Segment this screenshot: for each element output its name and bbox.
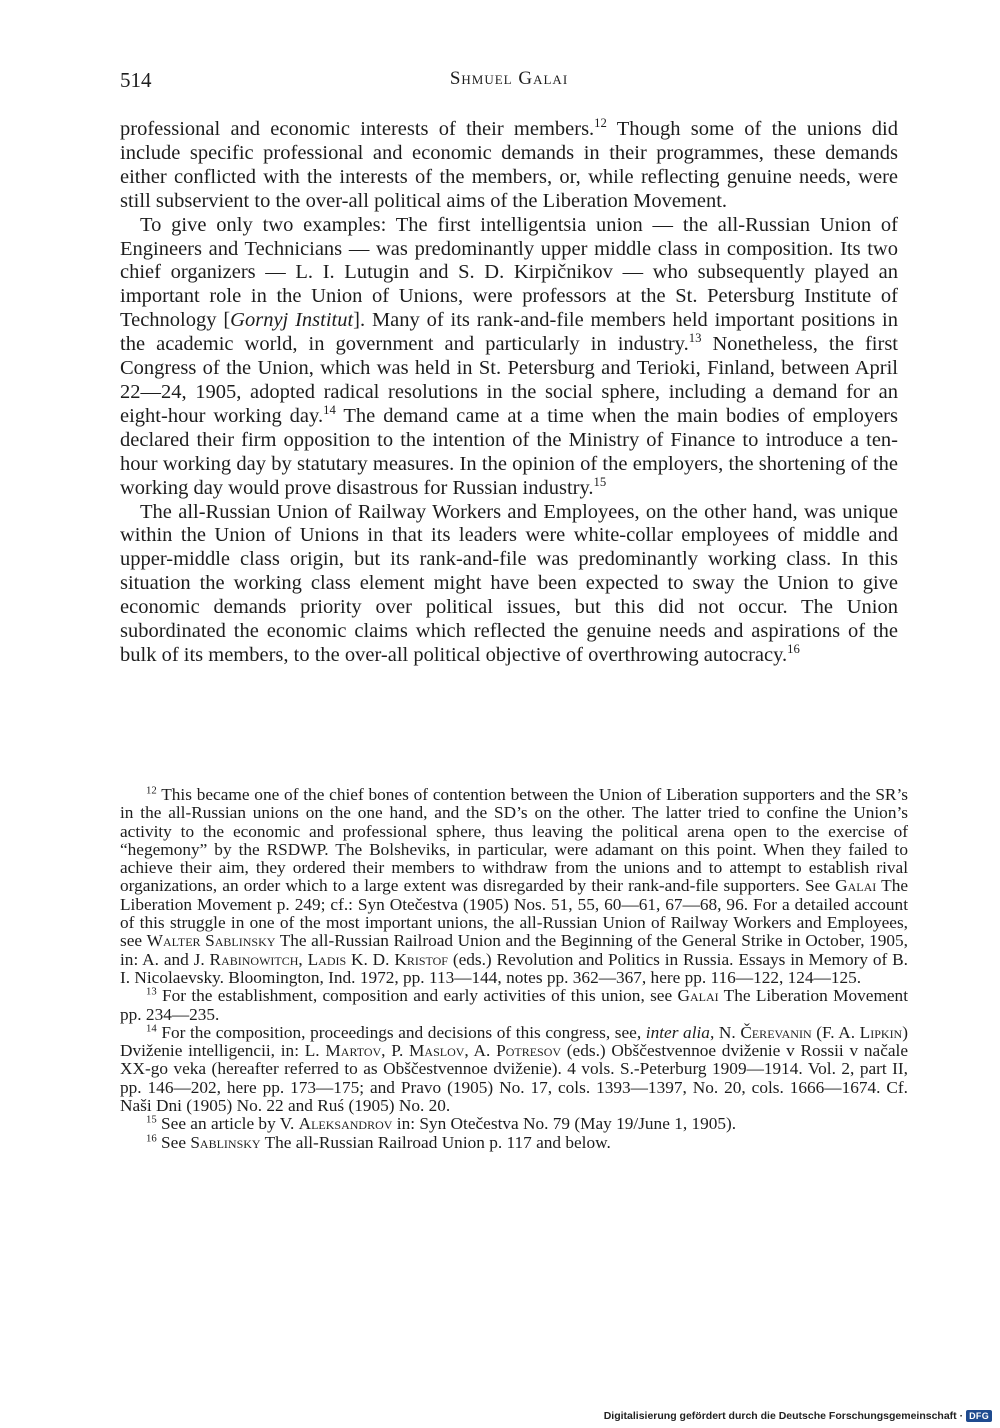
text-span: The all-Russian Railroad Union and the Beginning of the General Strike in October, 1905, in: A. and J. bbox=[120, 931, 909, 969]
funding-text: Digitalisierung gefördert durch die Deutsche Forschungsgemeinschaft · bbox=[603, 1410, 964, 1422]
paragraph bbox=[120, 118, 898, 214]
footnote-number: 12 bbox=[146, 784, 157, 797]
author-name: Maslov bbox=[409, 1041, 465, 1061]
footnote-ref: 15 bbox=[593, 474, 607, 489]
running-head: Shmuel Galai bbox=[449, 68, 569, 89]
text-span: See bbox=[156, 1132, 191, 1152]
footnote-number: 16 bbox=[146, 1132, 157, 1144]
text-span: The demand came at a time when the main bodies of employers declared their firm opposition to the intention of the Ministry of Finance to introduce a ten-hour working day by statutary measures. In the opinion of the employers, the shortening of the working day would prove disastrous for Russian industry. bbox=[120, 404, 898, 499]
footnote-ref: 16 bbox=[787, 642, 800, 657]
footnote-13 bbox=[120, 987, 908, 1024]
text-span: This became one of the chief bones of contention between the Union of Liberation supporters and the SR’s in the all-Russian unions on the one hand, and the SD’s on the other. The latter tried to confine the Union’s activity to the economic and professional sphere, thus leaving the political arena open to the exercise of “hegemony” by the RSDWP. The Bolsheviks, in particular, were adamant on this point. When they failed to achieve their aim, they ordered their members to withdraw from the unions and to attempt to establish rival organizations, an order which to a large extent was disregarded by their rank-and-file supporters. See bbox=[120, 785, 908, 896]
footnote-number: 15 bbox=[146, 1113, 157, 1126]
author-name: Sablinsky bbox=[190, 1132, 261, 1152]
text-span: in: Syn Otečestva No. 79 (May 19/June 1, 1905). bbox=[392, 1114, 737, 1134]
text-span: professional and economic interests of their members. bbox=[120, 118, 595, 140]
text-span: ) Dviženie intelligencii, in: L. bbox=[120, 1022, 908, 1061]
footnote-15 bbox=[120, 1115, 908, 1133]
text-span: , N. bbox=[709, 1022, 741, 1042]
author-name: Kristof bbox=[394, 949, 448, 969]
footnote-ref: 13 bbox=[688, 331, 702, 346]
footnote-12 bbox=[120, 786, 908, 987]
author-name: Potresov bbox=[496, 1041, 562, 1061]
author-name: Aleksandrov bbox=[298, 1114, 393, 1134]
text-span: For the composition, proceedings and decisions of this congress, see, bbox=[156, 1022, 646, 1042]
footnote-ref: 14 bbox=[323, 403, 336, 417]
text-span: The Liberation Movement pp. 234—235. bbox=[120, 986, 908, 1024]
footnote-14 bbox=[120, 1024, 908, 1115]
text-span: (eds.) Obščestvennoe dviženie v Rossii v načale XX-go veka (hereafter referred to as Obščestvennoe dviženie). 4 vols. S.-Peterburg 1909—1914. Vol. 2, part II, pp. 146—202, here pp. 173—175; and Pravo (1905) No. 17, cols. 1393—1397, No. 20, cols. 1666—1674. Cf. Naši Dni (1905) No. 22 and Ruś (1905) No. 20. bbox=[120, 1041, 908, 1116]
text-span: , P. bbox=[381, 1041, 410, 1061]
text-span: For the establishment, composition and early activities of this union, see bbox=[156, 986, 678, 1006]
author-name: Ladis bbox=[307, 949, 347, 969]
text-span: (F. A. bbox=[811, 1022, 860, 1042]
italic-term: inter alia bbox=[645, 1022, 710, 1042]
main-text bbox=[120, 118, 898, 668]
footnote-number: 14 bbox=[146, 1022, 157, 1035]
text-span: The all-Russian Union of Railway Workers and Employees, on the other hand, was unique within the Union of Unions in that its leaders were white-collar employees of middle and upper-middle class origin, but its rank-and-file was predominantly working class. In this situation the working class element might have been expected to sway the Union to give economic demands priority over political issues, but this did not occur. The Union subordinated the economic claims which reflected the genuine needs and aspirations of the bulk of its members, to the over-all political objective of overthrowing autocracy. bbox=[120, 500, 898, 666]
text-span: K. D. bbox=[346, 949, 395, 969]
paragraph bbox=[120, 214, 898, 501]
author-name: Martov bbox=[325, 1041, 382, 1061]
page-number: 514 bbox=[120, 68, 152, 92]
author-name: Galai bbox=[677, 986, 719, 1006]
text-span: The all-Russian Railroad Union p. 117 and below. bbox=[260, 1132, 611, 1152]
italic-term: Gornyj Institut bbox=[230, 309, 354, 332]
text-span: , bbox=[298, 949, 308, 969]
author-name: Walter Sablinsky bbox=[146, 931, 276, 951]
text-span: The Liberation Movement p. 249; cf.: Syn Otečestva (1905) Nos. 51, 55, 60—61, 67—68, 96. For a detailed account of this struggle in one of the most important unions, the all-Russian Union of Railway Workers and Employees, see bbox=[120, 876, 909, 951]
author-name: Lipkin bbox=[859, 1022, 903, 1042]
dfg-logo: DFG bbox=[966, 1410, 992, 1422]
text-span: ]. Many of its rank-and-file members held important positions in the academic world, in government and particularly in industry. bbox=[120, 309, 898, 356]
text-span: See an article by V. bbox=[156, 1114, 299, 1134]
author-name: Galai bbox=[835, 876, 877, 896]
author-name: Rabinowitch bbox=[209, 949, 299, 969]
text-span: To give only two examples: The first intelligentsia union — the all-Russian Union of Engineers and Technicians — was predominantly upper middle class in composition. Its two chief organizers — L. I. Lutugin and S. D. Kirpičnikov — who subsequently played an important role in the Union of Unions, were professors at the St. Petersburg Institute of Technology [ bbox=[120, 213, 898, 332]
footnote-16 bbox=[120, 1134, 908, 1152]
text-span: (eds.) Revolution and Politics in Russia. Essays in Memory of B. I. Nicolaevsky. Bloomington, Ind. 1972, pp. 113—144, notes pp. 362—367, here pp. 116—122, 124—125. bbox=[120, 949, 909, 987]
text-span: , A. bbox=[464, 1041, 497, 1061]
footnote-number: 13 bbox=[146, 985, 157, 998]
paragraph bbox=[120, 501, 898, 668]
text-span: Nonetheless, the first Congress of the Union, which was held in St. Petersburg and Terioki, Finland, between April 22—24, 1905, adopted radical resolutions in the social sphere, including a demand for an eight-hour working day. bbox=[120, 333, 899, 427]
footnotes bbox=[120, 786, 908, 1152]
text-span: Though some of the unions did include specific professional and economic demands in their programmes, these demands either conflicted with the interests of the members, or, while reflecting genuine needs, were still subservient to the over-all political aims of the Liberation Movement. bbox=[120, 118, 898, 212]
author-name: Čerevanin bbox=[740, 1022, 812, 1042]
digitization-notice bbox=[604, 1410, 992, 1422]
page-header bbox=[120, 68, 898, 98]
footnote-ref: 12 bbox=[594, 116, 607, 131]
